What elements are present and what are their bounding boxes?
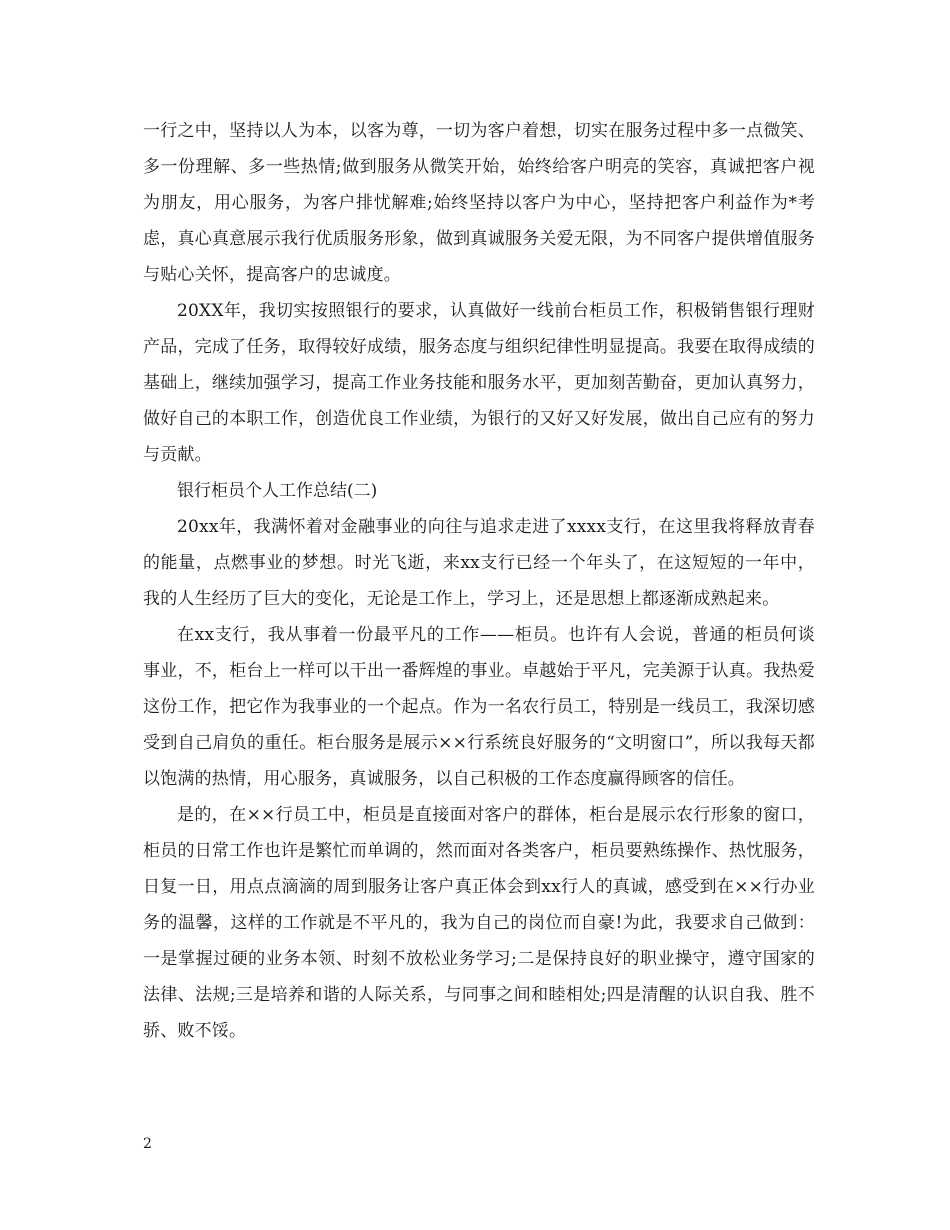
document-body	[143, 113, 815, 1049]
paragraph-continuation: 一行之中，坚持以人为本，以客为尊，一切为客户着想，切实在服务过程中多一点微笑、多一份理解、多一些热情;做到服务从微笑开始，始终给客户明亮的笑容，真诚把客户视为朋友，用心服务，为客户排忧解难;始终坚持以客户为中心，坚持把客户利益作为*考虑，真心真意展示我行优质服务形象，做到真诚服务关爱无限，为不同客户提供增值服务与贴心关怀，提高客户的忠诚度。	[143, 121, 815, 285]
paragraph-summary-2020: 20XX年，我切实按照银行的要求，认真做好一线前台柜员工作，积极销售银行理财产品，完成了任务，取得较好成绩，服务态度与组织纪律性明显提高。我要在取得成绩的基础上，继续加强学习，提高工作业务技能和服务水平，更加刻苦勤奋，更加认真努力，做好自己的本职工作，创造优良工作业绩，为银行的又好又好发展，做出自己应有的努力与贡献。	[143, 301, 815, 465]
paragraph-intro: 20xx年，我满怀着对金融事业的向往与追求走进了xxxx支行，在这里我将释放青春的能量，点燃事业的梦想。时光飞逝，来xx支行已经一个年头了，在这短短的一年中，我的人生经历了巨大的变化，无论是工作上，学习上，还是思想上都逐渐成熟起来。	[143, 517, 815, 609]
paragraph-teller-goals: 是的，在××行员工中，柜员是直接面对客户的群体，柜台是展示农行形象的窗口，柜员的日常工作也许是繁忙而单调的，然而面对各类客户，柜员要熟练操作、热忱服务，日复一日，用点点滴滴的周到服务让客户真正体会到xx行人的真诚，感受到在××行办业务的温馨，这样的工作就是不平凡的，我为自己的岗位而自豪!为此，我要求自己做到：一是掌握过硬的业务本领、时刻不放松业务学习;二是保持良好的职业操守，遵守国家的法律、法规;三是培养和谐的人际关系，与同事之间和睦相处;四是清醒的认识自我、胜不骄、败不馁。	[143, 805, 815, 1041]
section-heading: 银行柜员个人工作总结(二)	[177, 481, 378, 501]
paragraph-teller-work: 在xx支行，我从事着一份最平凡的工作——柜员。也许有人会说，普通的柜员何谈事业，不，柜台上一样可以干出一番辉煌的事业。卓越始于平凡，完美源于认真。我热爱这份工作，把它作为我事业的一个起点。作为一名农行员工，特别是一线员工，我深切感受到自己肩负的重任。柜台服务是展示××行系统良好服务的“文明窗口”，所以我每天都以饱满的热情，用心服务，真诚服务，以自己积极的工作态度赢得顾客的信任。	[143, 625, 815, 789]
page-number: 2	[143, 1136, 152, 1152]
